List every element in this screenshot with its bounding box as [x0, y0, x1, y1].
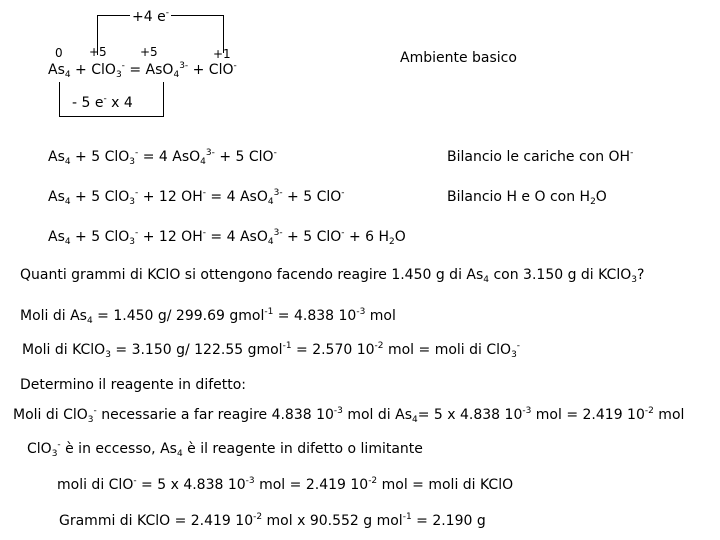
grammi-line: Grammi di KClO = 2.419 $10^{-2}$ mol x 90.552 g mol$^{-1}$ = 2.190 g: [59, 512, 486, 529]
ox-number-as-left: 0: [55, 46, 63, 60]
ox-number-cl-left: +5: [89, 45, 107, 59]
moli-clo3-line: Moli di ClO$_3$- necessarie a far reagire 4.838 $10^{-3}$ mol di $As_4= 5$ x 4.838 $10^{-3}$ mol = 2.419 $10^{-2}$ mol: [13, 406, 685, 425]
environment-label: Ambiente basico: [400, 50, 517, 66]
equation-step-3: $As_4 + 5$ ClO$_3$- + 12 OH- = 4 AsO$_4^{3-}$ + 5 ClO- + 6 $H_2O$: [48, 228, 406, 247]
bottom-bracket-right: [163, 82, 164, 117]
equation-step-2: $As_4 + 5$ ClO$_3$- + 12 OH- = 4 AsO$_4^{3-}$ + 5 ClO-: [48, 188, 345, 207]
moli-kclo3-line: Moli di KClO$_3$ = 3.150 g/ 122.55 gmol$^{-1}$ = 2.570 $10^{-2}$ mol = moli di ClO$_3$-: [22, 341, 521, 360]
bottom-bracket-left: [59, 82, 60, 116]
question-text: Quanti grammi di KClO si ottengono facendo reagire 1.450 g di $As_4$ con 3.150 g di KClO$_3$?: [20, 267, 645, 285]
moli-as-line: Moli di $As_4 = 1.450$ g/ 299.69 gmol$^{-1}$ = 4.838 $10^{-3}$ mol: [20, 307, 396, 326]
determino-heading: Determino il reagente in difetto:: [20, 377, 247, 393]
ox-number-as-right: +5: [140, 45, 158, 59]
redox-equation: $As_4 + ClO_3^- = AsO_4^{3-} + ClO^-$: [48, 61, 237, 80]
electron-transfer-bottom: - 5 e- x 4: [72, 94, 133, 111]
bottom-bracket-bar: [59, 116, 163, 117]
moli-clo-line: moli di ClO- = 5 x 4.838 $10^{-3}$ mol = 2.419 $10^{-2}$ mol = moli di KClO: [57, 476, 514, 493]
equation-step-1: $As_4 + 5$ ClO$_3$- = 4 AsO$_4^{3-}$ + 5 ClO-: [48, 148, 277, 167]
note-charges: Bilancio le cariche con OH-: [447, 148, 634, 165]
eccesso-line: ClO$_3$- è in eccesso, $As_4$ è il reagente in difetto o limitante: [27, 440, 423, 459]
electron-transfer-top: +4 e-: [132, 8, 169, 25]
note-h-o: Bilancio H e O con $H_2O$: [447, 189, 607, 207]
ox-number-cl-right: +1: [213, 47, 231, 61]
